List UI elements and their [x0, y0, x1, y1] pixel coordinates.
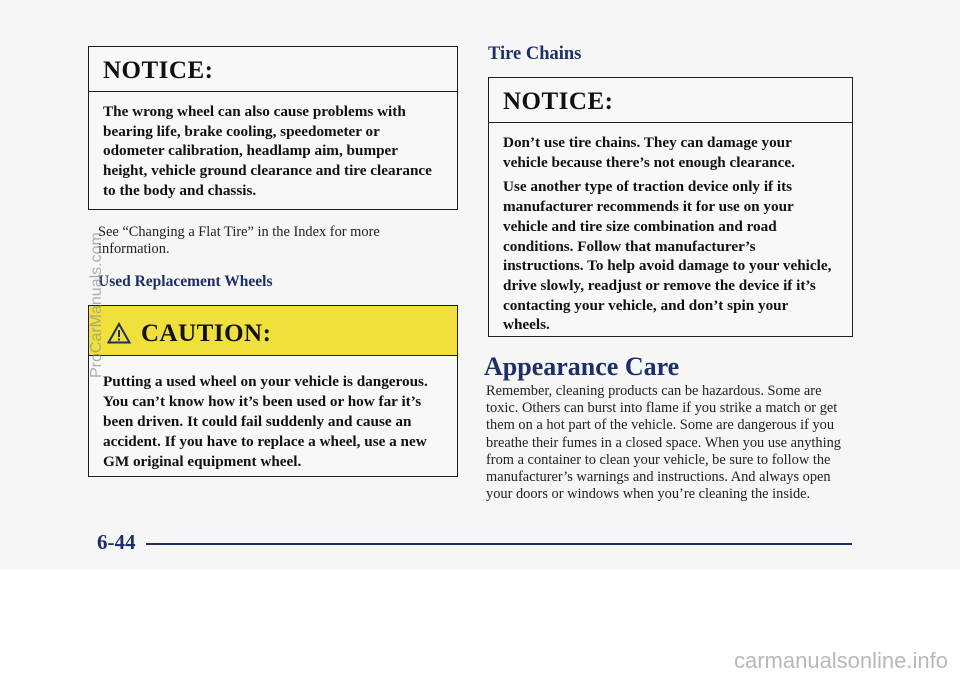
caution-heading: CAUTION:	[141, 320, 272, 347]
appearance-care-text: Remember, cleaning products can be hazardous. Some are toxic. Others can burst into flame if you strike a match or get them on a hot part of the vehicle. Some are dangerous if you breathe their fumes in a closed space. When you use anything from a container to clean your vehicle, be sure to follow the manufacturer’s warnings and instructions. And always open your doors or windows when you’re cleaning the inside.	[486, 383, 841, 503]
caution-header	[89, 306, 457, 356]
caution-paragraph: Putting a used wheel on your vehicle is dangerous. You can’t know how it’s been used or how far it’s been driven. It could fail suddenly and cause an accident. If you have to replace a wheel, use a new GM original equipment wheel.	[103, 373, 428, 470]
notice-box-tire-chains	[488, 77, 853, 337]
notice-paragraph-traction: Use another type of traction device only if its manufacturer recommends it for use on your vehicle and tire size combination and road conditions. Follow that manufacturer’s instructions. To help avoid damage to your vehicle, drive slowly, readjust or remove the device if it’s contacting your vehicle, and don’t spin your wheels.	[503, 178, 832, 334]
footer-rule	[146, 543, 852, 545]
notice-paragraph: The wrong wheel can also cause problems with bearing life, brake cooling, speedometer or odometer calibration, headlamp aim, bumper height, vehicle ground clearance and tire clearance to the body and chassis.	[103, 103, 432, 199]
side-watermark-text: ProCarManuals.com	[88, 232, 105, 378]
notice-body	[89, 92, 457, 201]
see-index-text: See “Changing a Flat Tire” in the Index for more information.	[98, 224, 380, 258]
caution-box	[88, 305, 458, 477]
page-number: 6-44	[97, 530, 136, 554]
bottom-watermark: carmanualsonline.info	[733, 648, 948, 673]
warning-triangle-icon	[107, 322, 131, 351]
caution-body	[89, 356, 457, 472]
notice-body-tire-chains	[489, 123, 852, 335]
notice-heading: NOTICE:	[89, 47, 457, 92]
tire-chains-heading: Tire Chains	[488, 44, 582, 64]
appearance-care-title: Appearance Care	[484, 352, 680, 381]
used-wheels-heading: Used Replacement Wheels	[98, 273, 273, 290]
notice-heading-tire-chains: NOTICE:	[489, 78, 852, 123]
notice-box-wrong-wheel	[88, 46, 458, 210]
notice-paragraph-chains: Don’t use tire chains. They can damage your vehicle because there’s not enough clearance.	[503, 134, 795, 171]
